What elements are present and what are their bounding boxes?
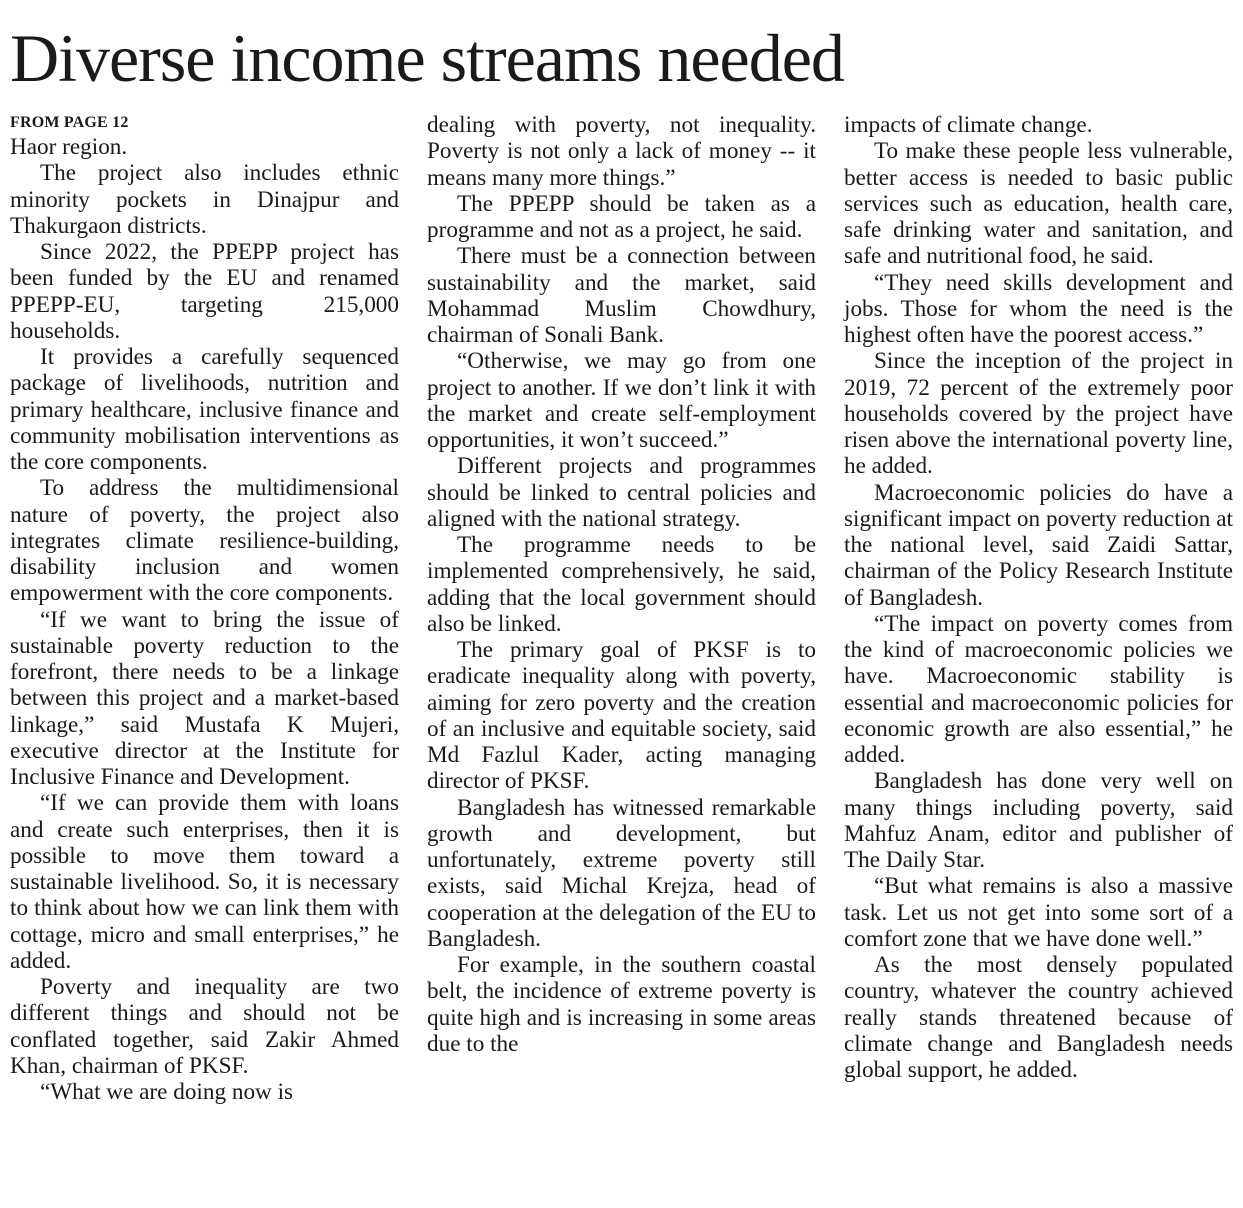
paragraph: Since the inception of the project in 2019, 72 percent of the extremely poor households covered by the project have risen above the international poverty line, he added. [844,348,1233,480]
paragraph: “If we want to bring the issue of sustainable poverty reduction to the forefront, there needs to be a linkage between this project and a market-based linkage,” said Mustafa K Mujeri, executive director at the Institute for Inclusive Finance and Development. [10,606,399,790]
article-column-1 [10,112,399,1105]
paragraph: Bangladesh has done very well on many things including poverty, said Mahfuz Anam, editor and publisher of The Daily Star. [844,768,1233,873]
paragraph: Bangladesh has witnessed remarkable growth and development, but unfortunately, extreme poverty still exists, said Michal Krejza, head of cooperation at the delegation of the EU to Bangladesh. [427,794,816,952]
paragraph: “They need skills development and jobs. Those for whom the need is the highest often have the poorest access.” [844,269,1233,348]
paragraph: dealing with poverty, not inequality. Poverty is not only a lack of money -- it means many more things.” [427,112,816,191]
paragraph: The project also includes ethnic minority pockets in Dinajpur and Thakurgaon districts. [10,160,399,239]
paragraph: “But what remains is also a massive task. Let us not get into some sort of a comfort zone that we have done well.” [844,873,1233,952]
paragraph: As the most densely populated country, whatever the country achieved really stands threatened because of climate change and Bangladesh needs global support, he added. [844,952,1233,1083]
paragraph: The PPEPP should be taken as a programme and not as a project, he said. [427,190,816,243]
paragraph: impacts of climate change. [844,112,1093,138]
article-column-2 [427,112,816,1057]
paragraph: The programme needs to be implemented comprehensively, he said, adding that the local government should also be linked. [427,532,816,637]
paragraph: “Otherwise, we may go from one project to another. If we don’t link it with the market and create self-employment opportunities, it won’t succeed.” [427,348,816,453]
paragraph: “What we are doing now is [40,1079,294,1105]
paragraph: The primary goal of PKSF is to eradicate inequality along with poverty, aiming for zero poverty and the creation of an inclusive and equitable society, said Md Fazlul Kader, acting managing director of PKSF. [427,637,816,795]
paragraph: For example, in the southern coastal belt, the incidence of extreme poverty is quite high and is increasing in some areas due to the [427,952,816,1057]
paragraph: Poverty and inequality are two different things and should not be conflated together, said Zakir Ahmed Khan, chairman of PKSF. [10,974,399,1079]
article-column-3 [844,112,1233,1083]
article-headline: Diverse income streams needed [10,20,844,96]
paragraph: Macroeconomic policies do have a significant impact on poverty reduction at the national level, said Zaidi Sattar, chairman of the Policy Research Institute of Bangladesh. [844,479,1233,611]
paragraph: “The impact on poverty comes from the kind of macroeconomic policies we have. Macroeconomic stability is essential and macroeconomic policies for economic growth are also essential,” he added. [844,610,1233,768]
paragraph: To address the multidimensional nature of poverty, the project also integrates climate resilience-building, disability inclusion and women empowerment with the core components. [10,475,399,607]
paragraph: “If we can provide them with loans and create such enterprises, then it is possible to move them toward a sustainable livelihood. So, it is necessary to think about how we can link them with cottage, micro and small enterprises,” he added. [10,790,399,974]
jump-line: FROM PAGE 12 [10,114,129,131]
paragraph: It provides a carefully sequenced package of livelihoods, nutrition and primary healthcare, inclusive finance and community mobilisation interventions as the core components. [10,344,399,475]
paragraph: Haor region. [10,134,128,160]
paragraph: Since 2022, the PPEPP project has been funded by the EU and renamed PPEPP-EU, targeting 215,000 households. [10,239,399,344]
paragraph: To make these people less vulnerable, better access is needed to basic public services such as education, health care, safe drinking water and sanitation, and safe and nutritional food, he said. [844,138,1233,270]
paragraph: There must be a connection between sustainability and the market, said Mohammad Muslim Chowdhury, chairman of Sonali Bank. [427,243,816,348]
paragraph: Different projects and programmes should be linked to central policies and aligned with the national strategy. [427,453,816,532]
